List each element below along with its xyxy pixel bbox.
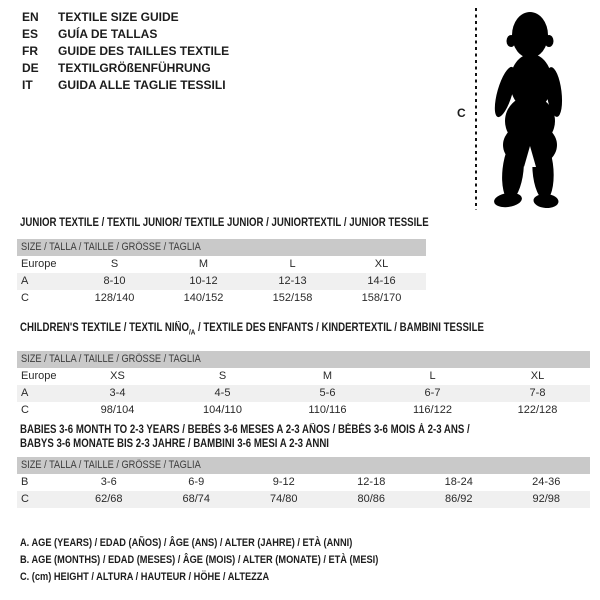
language-code: FR [22,44,38,58]
row-cell: 98/104 [100,404,135,417]
table-title-segment: / TEXTILE DES ENFANTS / KINDERTEXTIL / BAMBINI TESSILE [195,322,484,334]
language-row [22,77,229,94]
language-row [22,43,229,60]
table-title-segment: CHILDREN'S TEXTILE / TEXTIL NIÑO [20,322,190,334]
table-title [17,216,429,230]
table-row [17,290,426,307]
row-cell: 6-9 [188,476,205,488]
size-header-label: SIZE / TALLA / TAILLE / GRÖSSE / TAGLIA [21,459,201,471]
row-label: C [21,493,29,505]
language-row [22,26,229,43]
row-cell: 62/68 [94,493,123,505]
table-row [17,491,590,508]
size-header-bar [17,351,590,368]
row-cell: 6-7 [424,387,441,400]
language-code: DE [22,61,39,75]
row-cell: 10-12 [189,275,218,287]
row-cell: 128/140 [94,292,135,304]
row-label: A [21,387,29,400]
row-cell: 7-8 [529,387,546,400]
row-cell: 80/86 [357,493,386,505]
row-cell: 5-6 [319,387,336,400]
baby-silhouette-icon [491,12,565,209]
row-label: Europe [21,370,57,383]
table-title-line [20,321,590,339]
table-title-line [20,423,590,437]
note-text: B. AGE (MONTHS) / EDAD (MESES) / ÂGE (MOIS) / ALTER (MONATE) / ETÀ (MESI) [20,554,379,566]
size-header-label: SIZE / TALLA / TAILLE / GRÖSSE / TAGLIA [21,241,201,253]
table-row [17,385,590,402]
language-code: IT [22,78,33,92]
row-label: B [21,476,29,488]
table-title-line [20,216,429,230]
row-cell: 24-36 [532,476,561,488]
row-cell: 18-24 [444,476,473,488]
note-text: A. AGE (YEARS) / EDAD (AÑOS) / ÂGE (ANS) / ALTER (JAHRE) / ETÀ (ANNI) [20,537,353,549]
row-cell: 9-12 [272,476,295,488]
table-row [17,402,590,419]
table-rows [17,256,426,307]
table-rows [17,474,590,508]
row-cell: L [429,370,436,383]
size-header-label: SIZE / TALLA / TAILLE / GRÖSSE / TAGLIA [21,353,201,366]
row-cell: 74/80 [269,493,298,505]
row-label: A [21,275,29,287]
row-cell: 3-6 [100,476,117,488]
row-cell: S [218,370,227,383]
row-cell: 4-5 [214,387,231,400]
note-line [20,552,447,569]
language-guide [22,9,229,94]
row-cell: 104/110 [203,404,242,417]
language-label: TEXTILE SIZE GUIDE [58,10,179,24]
table-title-segment: JUNIOR TEXTILE / TEXTIL JUNIOR/ TEXTILE JUNIOR / JUNIORTEXTIL / JUNIOR TESSILE [20,217,429,229]
table-rows [17,368,590,419]
table-row [17,368,590,385]
row-cell: M [322,370,333,383]
legend-notes [20,535,447,586]
row-cell: 3-4 [109,387,126,400]
row-cell: 12-13 [278,275,307,287]
row-cell: 152/158 [272,292,313,304]
language-label: GUIDE DES TAILLES TEXTILE [58,44,230,58]
table-title-segment: BABIES 3-6 MONTH TO 2-3 YEARS / BEBÉS 3-6 MESES A 2-3 AÑOS / BÉBÉS 3-6 MOIS À 2-3 ANS / [20,424,470,436]
table-title-text [20,437,329,451]
note-text: C. (cm) HEIGHT / ALTURA / HAUTEUR / HÖHE / ALTEZZA [20,571,270,583]
row-cell: 14-16 [367,275,396,287]
size-header-bar [17,457,590,474]
row-cell: 110/116 [308,404,347,417]
language-code: ES [22,27,39,41]
table-title-line [20,437,590,451]
size-header-bar [17,239,426,256]
table-title-text [20,423,470,437]
row-cell: 116/122 [413,404,452,417]
row-cell: XL [530,370,545,383]
row-cell: 86/92 [444,493,473,505]
row-cell: S [110,258,119,270]
row-cell: 158/170 [361,292,402,304]
language-label: GUIDA ALLE TAGLIE TESSILI [58,78,226,92]
language-row [22,9,229,26]
height-measure-label: C [457,106,466,120]
language-row [22,60,229,77]
row-label: Europe [21,258,57,270]
row-cell: 68/74 [182,493,211,505]
children-textile-table [17,321,590,419]
row-cell: M [198,258,209,270]
language-code: EN [22,10,39,24]
row-cell: 12-18 [357,476,386,488]
row-cell: L [289,258,296,270]
row-cell: XS [110,370,125,383]
babies-textile-table [17,423,590,508]
note-line [20,569,447,586]
row-cell: 122/128 [517,404,558,417]
table-title [17,423,590,451]
row-cell: XL [374,258,389,270]
language-label: TEXTILGRÖßENFÜHRUNG [58,61,211,75]
language-label: GUÍA DE TALLAS [58,27,158,41]
junior-textile-table [17,216,429,307]
row-cell: 8-10 [103,275,126,287]
baby-silhouette-figure [468,8,578,210]
table-title-subscript: /A [189,327,196,337]
row-cell: 92/98 [532,493,561,505]
row-label: C [21,404,29,417]
table-row [17,256,426,273]
table-title-text [20,216,429,230]
row-label: C [21,292,29,304]
table-row [17,474,590,491]
table-row [17,273,426,290]
row-cell: 140/152 [183,292,224,304]
note-line [20,535,447,552]
table-title [17,321,590,339]
table-title-text [20,321,484,339]
table-title-segment: BABYS 3-6 MONATE BIS 2-3 JAHRE / BAMBINI 3-6 MESI A 2-3 ANNI [20,438,329,450]
